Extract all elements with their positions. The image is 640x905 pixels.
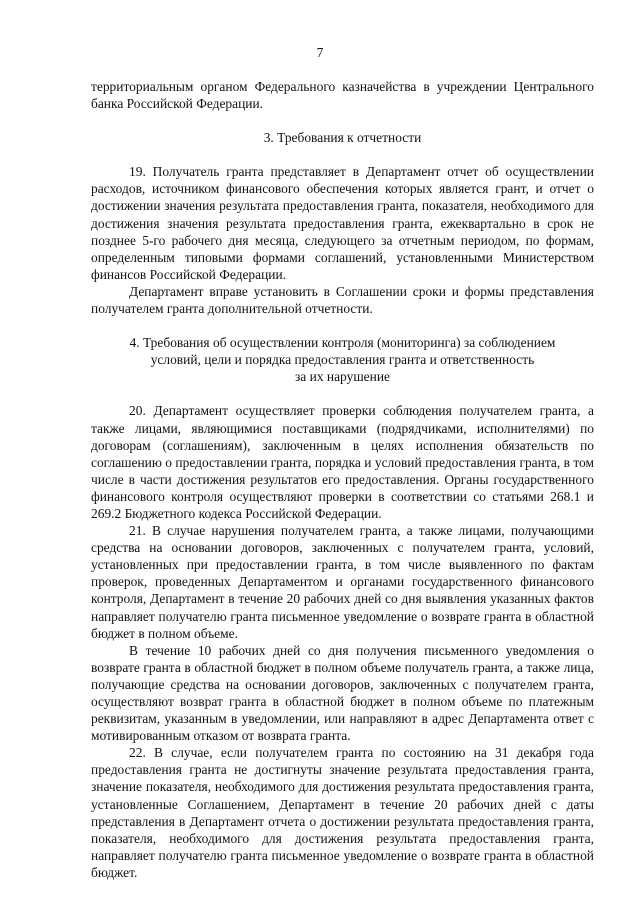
section-4-body <box>91 402 594 881</box>
section-3-heading: 3. Требования к отчетности <box>263 130 422 146</box>
paragraph-21-return-term: В течение 10 рабочих дней со дня получения письменного уведомления о возврате гранта в областной бюджет в полном объеме получатель гранта, а также лица, получающие средства на основании договоров, заключенных с получателем гранта, осуществляют возврат гранта в областной бюджет в полном объеме по платежным реквизитам, указанным в уведомлении, или направляют в адрес Департамента ответ с мотивированным отказом от возврата гранта. <box>91 642 594 744</box>
section-4-heading-line-2: условий, цели и порядка предоставления гранта и ответственность <box>150 352 535 368</box>
intro-paragraph: территориальным органом Федерального казначейства в учреждении Центрального банка Российской Федерации. <box>91 79 594 112</box>
paragraph-19: 19. Получатель гранта представляет в Департамент отчет об осуществлении расходов, источником финансового обеспечения которых является грант, и отчет о достижении значения результата предоставления гранта, показателя, необходимого для достижения значения результата предоставления гранта, ежеквартально в срок не позднее 5-го рабочего дня месяца, следующего за отчетным периодом, по формам, определенным типовыми формами соглашений, установленными Министерством финансов Российской Федерации. <box>91 164 594 282</box>
paragraph-19-addendum: Департамент вправе установить в Соглашении сроки и формы представления получателем гранта дополнительной отчетности. <box>91 283 594 317</box>
document-body <box>91 78 594 881</box>
page-number: 7 <box>316 45 324 60</box>
section-4-heading-line-1: 4. Требования об осуществлении контроля (мониторинга) за соблюдением <box>129 335 556 351</box>
section-4-heading <box>91 334 594 385</box>
paragraph-21: 21. В случае нарушения получателем гранта, а также лицами, получающими средства на основании договоров, заключенных с получателем гранта, условий, установленных при предоставлении гранта, в том числе выявленного по фактам проверок, проведенных Департаментом и органами государственного финансового контроля, Департамент в течение 20 рабочих дней со дня выявления указанных фактов направляет получателю гранта письменное уведомление о возврате гранта в областной бюджет в полном объеме. <box>91 523 594 641</box>
section-4-heading-line-3: за их нарушение <box>295 369 390 385</box>
paragraph-22: 22. В случае, если получателем гранта по состоянию на 31 декабря года предоставления гранта не достигнуты значение результата предоставления гранта, значение показателя, необходимого для достижения результата предоставления гранта, установленные Соглашением, Департамент в течение 20 рабочих дней с даты представления в Департамент отчета о достижении результата предоставления гранта, показателя, необходимого для достижения результата предоставления гранта, направляет получателю гранта письменное уведомление о возврате гранта в областной бюджет. <box>91 745 594 880</box>
paragraph-20: 20. Департамент осуществляет проверки соблюдения получателем гранта, а также лицами, являющимися поставщиками (подрядчиками, исполнителями) по договорам (соглашениям), заключенным в целях исполнения обязательств по соглашению о предоставлении гранта, порядка и условий предоставления гранта, в том числе в части достижения результатов его предоставления. Органы государственного финансового контроля осуществляют проверки в соответствии со статьями 268.1 и 269.2 Бюджетного кодекса Российской Федерации. <box>91 403 594 521</box>
section-3-body <box>91 163 594 317</box>
